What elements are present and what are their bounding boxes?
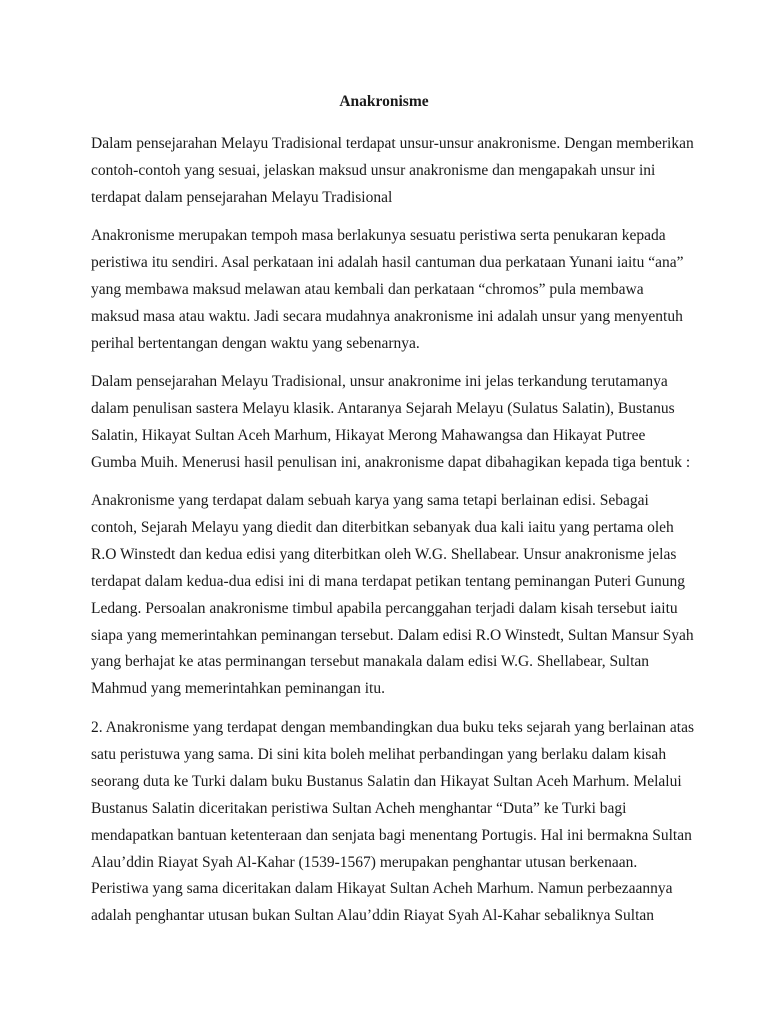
text-line: mendapatkan bantuan ketenteraan dan senjata bagi menentang Portugis. Hal ini bermakna Sultan bbox=[91, 826, 692, 844]
text-line: Dalam pensejarahan Melayu Tradisional, unsur anakronime ini jelas terkandung terutamanya bbox=[91, 373, 668, 390]
paragraph-second-form bbox=[91, 715, 695, 930]
document-title: Anakronisme bbox=[339, 93, 429, 110]
text-line: Gumba Muih. Menerusi hasil penulisan ini, anakronisme dapat dibahagikan kepada tiga bentuk : bbox=[91, 453, 691, 471]
text-line: seorang duta ke Turki dalam buku Bustanus Salatin dan Hikayat Sultan Aceh Marhum. Melalui bbox=[91, 772, 682, 790]
text-line: peristiwa itu sendiri. Asal perkataan ini adalah hasil cantuman dua perkataan Yunani iaitu “ana” bbox=[91, 253, 684, 271]
text-line: Ledang. Persoalan anakronisme timbul apabila percanggahan terjadi dalam kisah tersebut iaitu bbox=[91, 599, 678, 617]
text-line: Dalam pensejarahan Melayu Tradisional terdapat unsur-unsur anakronisme. Dengan memberikan bbox=[91, 135, 694, 152]
text-line: Bustanus Salatin diceritakan peristiwa Sultan Acheh menghantar “Duta” ke Turki bagi bbox=[91, 799, 627, 817]
paragraph-definition bbox=[91, 223, 691, 358]
text-line: Peristiwa yang sama diceritakan dalam Hikayat Sultan Acheh Marhum. Namun perbezaannya bbox=[91, 880, 673, 898]
text-line: yang berhajat ke atas perminangan tersebut manakala dalam edisi W.G. Shellabear, Sultan bbox=[91, 653, 650, 671]
text-line: maksud masa atau waktu. Jadi secara mudahnya anakronisme ini adalah unsur yang menyentuh bbox=[91, 307, 683, 325]
text-line: terdapat dalam pensejarahan Melayu Tradisional bbox=[91, 188, 393, 206]
text-line: adalah penghantar utusan bukan Sultan Alau’ddin Riayat Syah Al-Kahar sebaliknya Sultan bbox=[91, 907, 655, 925]
text-line: 2. Anakronisme yang terdapat dengan membandingkan dua buku teks sejarah yang berlainan atas bbox=[91, 719, 695, 736]
text-line: Alau’ddin Riayat Syah Al-Kahar (1539-1567) merupakan penghantar utusan berkenaan. bbox=[91, 853, 638, 871]
text-line: R.O Winstedt dan kedua edisi yang diterbitkan oleh W.G. Shellabear. Unsur anakronisme jelas bbox=[91, 545, 677, 563]
text-line: Anakronisme merupakan tempoh masa berlakunya sesuatu peristiwa serta penukaran kepada bbox=[91, 227, 666, 244]
text-line: Salatin, Hikayat Sultan Aceh Marhum, Hikayat Merong Mahawangsa dan Hikayat Putree bbox=[91, 426, 646, 444]
paragraph-first-form bbox=[91, 488, 694, 703]
text-line: terdapat dalam kedua-dua edisi ini di mana terdapat petikan tentang peminangan Puteri Gunung bbox=[91, 572, 685, 590]
text-line: contoh, Sejarah Melayu yang diedit dan diterbitkan sebanyak dua kali iaitu yang pertama oleh bbox=[91, 518, 674, 536]
text-line: satu peristuwa yang sama. Di sini kita boleh melihat perbandingan yang berlaku dalam kisah bbox=[91, 745, 667, 763]
paragraph-question bbox=[91, 131, 694, 212]
text-line: contoh-contoh yang sesuai, jelaskan maksud unsur anakronisme dan mengapakah unsur ini bbox=[91, 161, 656, 179]
text-line: Anakronisme yang terdapat dalam sebuah karya yang sama tetapi berlainan edisi. Sebagai bbox=[91, 492, 649, 509]
paragraph-sources bbox=[91, 369, 691, 477]
text-line: dalam penulisan sastera Melayu klasik. Antaranya Sejarah Melayu (Sulatus Salatin), Bustanus bbox=[91, 399, 675, 417]
text-line: perihal bertentangan dengan waktu yang sebenarnya. bbox=[91, 334, 420, 352]
text-line: siapa yang memerintahkan peminangan tersebut. Dalam edisi R.O Winstedt, Sultan Mansur Syah bbox=[91, 626, 694, 644]
text-line: yang membawa maksud melawan atau kembali dan perkataan “chromos” pula membawa bbox=[91, 280, 644, 298]
text-line: Mahmud yang memerintahkan peminangan itu. bbox=[91, 680, 385, 698]
